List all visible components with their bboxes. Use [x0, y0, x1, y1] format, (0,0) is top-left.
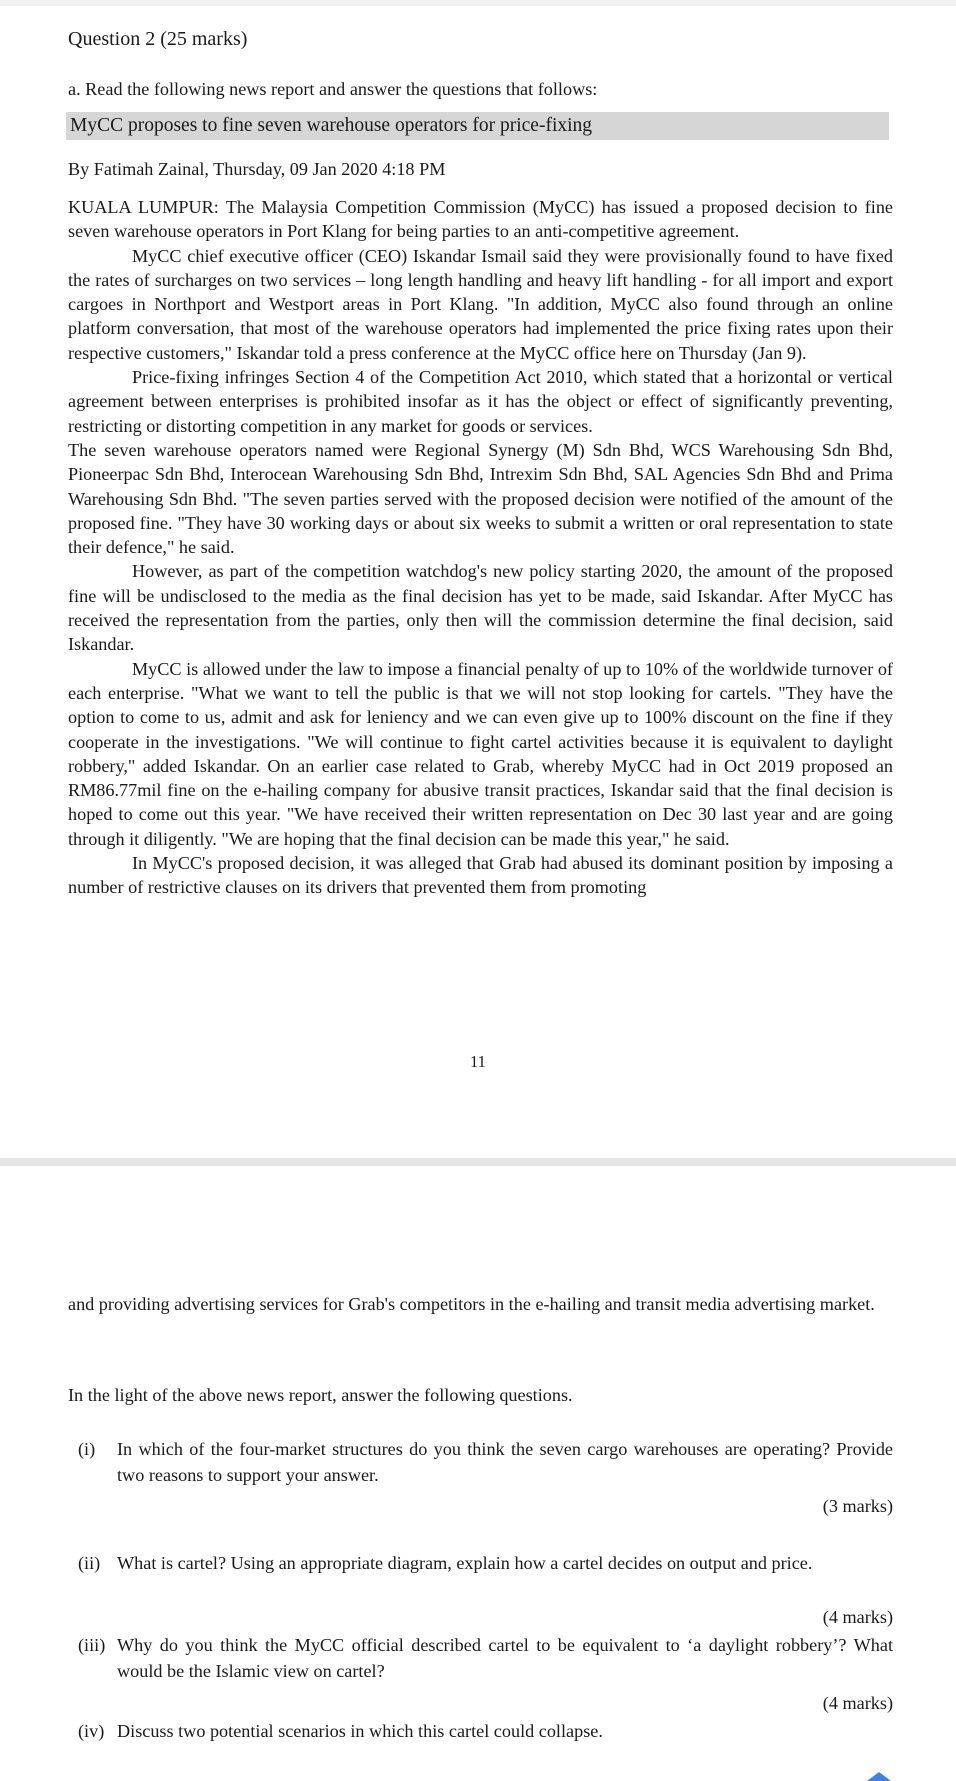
question-title: Question 2 (25 marks)	[68, 28, 248, 50]
paragraph: Price-fixing infringes Section 4 of the Competition Act 2010, which stated that a horizontal or vertical agreement between enterprises is prohibited insofar as it has the object or effect of significantly preventing, restricting or distorting competition in any market for goods or services.	[68, 367, 893, 436]
question-text: What is cartel? Using an appropriate diagram, explain how a cartel decides on output and price.	[117, 1553, 813, 1573]
continuation-text: and providing advertising services for Grab's competitors in the e-hailing and transit media advertising market.	[68, 1294, 875, 1314]
question-iv	[78, 1718, 893, 1744]
instruction-text: In the light of the above news report, answer the following questions.	[68, 1385, 573, 1405]
page-separator	[0, 1158, 956, 1166]
news-headline: MyCC proposes to fine seven warehouse operators for price-fixing	[68, 112, 893, 140]
question-i	[78, 1436, 893, 1488]
question-text: In which of the four-market structures do you think the seven cargo warehouses are operating? Provide two reasons to support your answer.	[117, 1439, 893, 1485]
question-ii	[78, 1550, 893, 1576]
paragraph: MyCC is allowed under the law to impose a financial penalty of up to 10% of the worldwide turnover of each enterprise. "What we want to tell the public is that we will not stop looking for cartels. "They have the option to come to us, admit and ask for leniency and we can even give up to 100% discount on the fine if they cooperate in the investigations. "We will continue to fight cartel activities because it is equivalent to daylight robbery," added Iskandar. On an earlier case related to Grab, whereby MyCC had in Oct 2019 proposed an RM86.77mil fine on the e-hailing company for abusive transit practices, Iskandar said that the final decision is hoped to come out this year. "We have received their written representation on Dec 30 last year and are going through it diligently. "We are hoping that the final decision can be made this year," he said.	[68, 658, 893, 849]
page-number: 11	[470, 1052, 486, 1071]
paragraph: The seven warehouse operators named were Regional Synergy (M) Sdn Bhd, WCS Warehousing Sdn Bhd, Pioneerpac Sdn Bhd, Interocean Warehousing Sdn Bhd, Intrexim Sdn Bhd, SAL Agencies Sdn Bhd and Prima Warehousing Sdn Bhd. "The seven parties served with the proposed decision were notified of the amount of the proposed fine. "They have 30 working days or about six weeks to submit a written or oral representation to state their defence," he said.	[68, 439, 893, 558]
question-text: Why do you think the MyCC official described cartel to be equivalent to ‘a daylight robbery’? What would be the Islamic view on cartel?	[117, 1635, 893, 1681]
marks-label: (4 marks)	[822, 1693, 893, 1713]
question-intro: a. Read the following news report and answer the questions that follows:	[68, 79, 598, 99]
question-number: (iii)	[78, 1635, 106, 1655]
marks-label: (3 marks)	[822, 1496, 893, 1516]
question-number: (iv)	[78, 1721, 105, 1741]
paragraph: MyCC chief executive officer (CEO) Iskandar Ismail said they were provisionally found to have fixed the rates of surcharges on two services – long length handling and heavy lift handling - for all import and export cargoes in Northport and Westport areas in Port Klang. "In addition, MyCC also found through an online platform conversation, that most of the warehouse operators had implemented the price fixing rates upon their respective customers," Iskandar told a press conference at the MyCC office here on Thursday (Jan 9).	[68, 245, 893, 363]
question-number: (ii)	[78, 1553, 101, 1573]
news-body	[68, 195, 893, 900]
document-page-12	[0, 1166, 956, 1781]
document-page-11	[0, 6, 956, 1158]
paragraph: KUALA LUMPUR: The Malaysia Competition Commission (MyCC) has issued a proposed decision to fine seven warehouse operators in Port Klang for being parties to an anti-competitive agreement.	[68, 197, 893, 242]
news-byline: By Fatimah Zainal, Thursday, 09 Jan 2020 4:18 PM	[68, 159, 446, 179]
question-text: Discuss two potential scenarios in which this cartel could collapse.	[117, 1721, 603, 1741]
question-iii	[78, 1632, 893, 1684]
paragraph: However, as part of the competition watchdog's new policy starting 2020, the amount of the proposed fine will be undisclosed to the media as the final decision has yet to be made, said Iskandar. After MyCC has received the representation from the parties, only then will the commission determine the final decision, said Iskandar.	[68, 561, 893, 655]
question-number: (i)	[78, 1439, 96, 1459]
scroll-indicator-icon[interactable]	[867, 1772, 891, 1781]
paragraph: In MyCC's proposed decision, it was alleged that Grab had abused its dominant position by imposing a number of restrictive clauses on its drivers that prevented them from promoting	[68, 853, 893, 898]
marks-label: (4 marks)	[822, 1607, 893, 1627]
